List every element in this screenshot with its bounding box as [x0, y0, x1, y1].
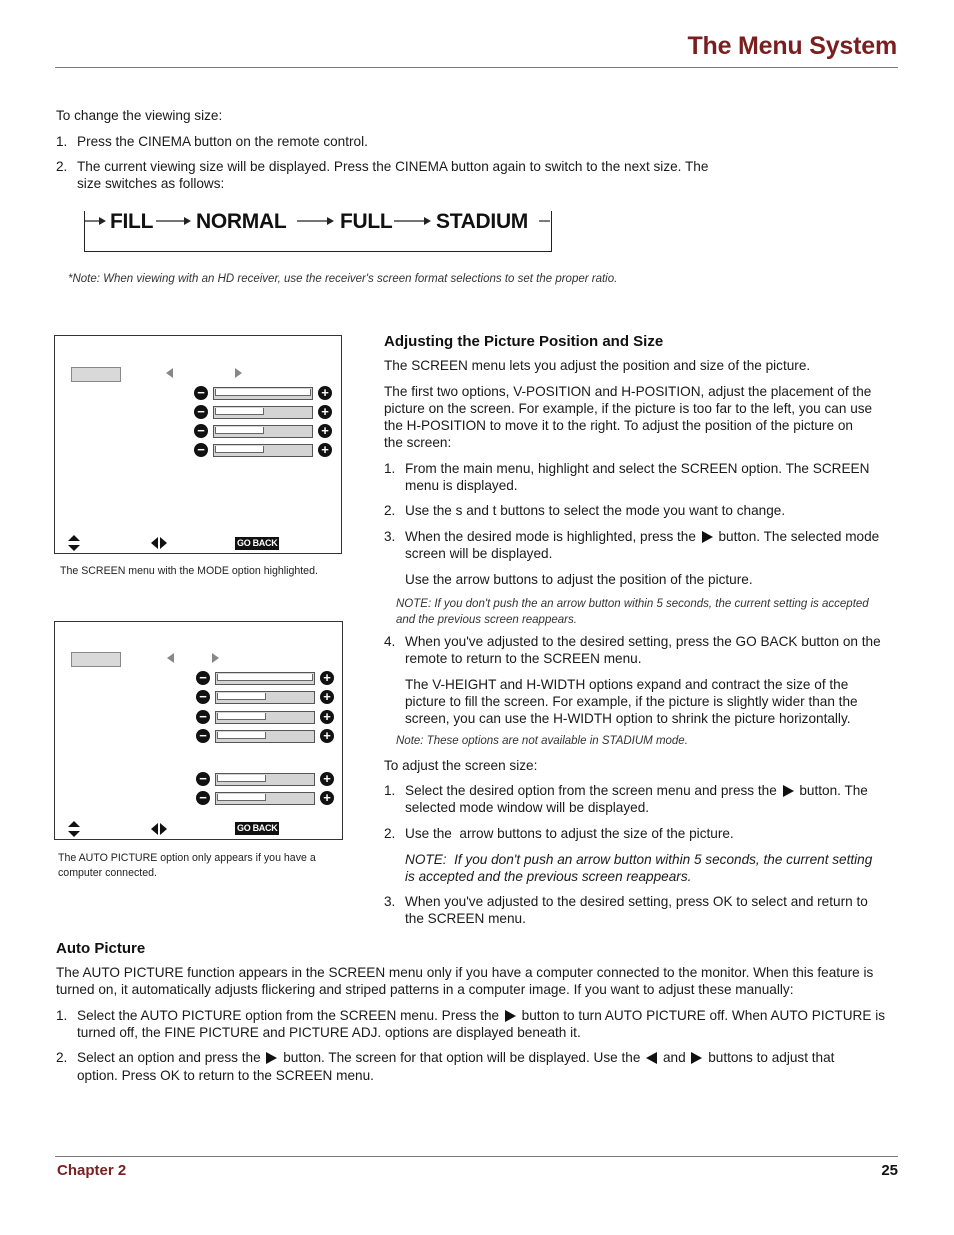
step-text-line: size switches as follows:: [77, 176, 225, 191]
slider-bar: [213, 406, 313, 419]
adjust-step-4-line: When you've adjusted to the desired setting, press the GO BACK button on the: [405, 634, 881, 649]
auto-heading: Auto Picture: [56, 940, 146, 957]
slider-bar: [215, 730, 315, 743]
plus-icon: +: [320, 671, 334, 685]
step-text: Press the CINEMA button on the remote control.: [77, 134, 368, 149]
arrow-left-icon: [167, 653, 174, 663]
adjust-step-3-line: Use the arrow buttons to adjust the position of the picture.: [405, 572, 753, 587]
minus-icon: −: [194, 424, 208, 438]
left-arrow-icon: [646, 1052, 657, 1064]
size-step-1-line: [405, 782, 868, 799]
up-down-arrows-icon: [68, 821, 80, 837]
plus-icon: +: [318, 405, 332, 419]
adjust-step-1-line: From the main menu, highlight and select the SCREEN option. The SCREEN: [405, 461, 870, 476]
mode-highlight: [71, 652, 121, 667]
auto-step-2-num: 2.: [56, 1050, 68, 1065]
step-number: 1.: [56, 134, 68, 149]
auto-step-1-text-a: Select the AUTO PICTURE option from the SCREEN menu. Press the: [77, 1008, 500, 1023]
auto-step-2-text-d: buttons to adjust that: [708, 1050, 835, 1065]
adjust-step-3-text-b: button. The selected mode: [718, 529, 880, 544]
auto-step-1-text-b: button to turn AUTO PICTURE off. When AUTO PICTURE is: [521, 1008, 886, 1023]
auto-para-line: turned on, it automatically adjusts flickering and striped patterns in a computer image. If you want to adjust these manually:: [56, 982, 794, 997]
slider-bar: [215, 672, 315, 685]
flow-stadium: STADIUM: [436, 210, 529, 233]
right-arrow-icon: [266, 1052, 277, 1064]
auto-step-1-line: turned off, the FINE PICTURE and PICTURE ADJ. options are displayed beneath it.: [77, 1025, 581, 1040]
size-step-1-num: 1.: [384, 783, 396, 798]
header-rule: [55, 67, 898, 68]
adjust-step-2-text: Use the s and t buttons to select the mode you want to change.: [405, 503, 786, 518]
adjust-step-3-line: [405, 528, 879, 545]
adjust-step-1-num: 1.: [384, 461, 396, 476]
slider-bar: [215, 691, 315, 704]
size-step-1-line: selected mode window will be displayed.: [405, 800, 650, 815]
auto-step-2-text-c: and: [662, 1050, 686, 1065]
size-note-line: NOTE: If you don't push an arrow button within 5 seconds, the current setting: [405, 852, 873, 867]
slider-bar: [213, 387, 313, 400]
slider-bar: [215, 792, 315, 805]
minus-icon: −: [196, 671, 210, 685]
arrow-right-icon: [235, 368, 242, 378]
intro-lead: To change the viewing size:: [56, 108, 223, 123]
plus-icon: +: [320, 772, 334, 786]
figure-1-caption: The SCREEN menu with the MODE option highlighted.: [60, 565, 318, 577]
up-down-arrows-icon: [68, 535, 80, 551]
minus-icon: −: [194, 386, 208, 400]
slider-bar: [215, 711, 315, 724]
adjust-heading: Adjusting the Picture Position and Size: [384, 333, 664, 350]
size-step-1-text-a: Select the desired option from the screen menu and press the: [405, 783, 777, 798]
screen-menu-figure-2: [54, 621, 343, 840]
hd-note: *Note: When viewing with an HD receiver, use the receiver's screen format selections to set the proper ratio.: [68, 273, 618, 285]
size-note-line: is accepted and the previous screen reappears.: [405, 869, 692, 884]
adjust-step-4-para-line: picture to fill the screen. For example, if the picture is slightly wider than the: [405, 694, 858, 709]
adjust-note-1-line: NOTE: If you don't push the an arrow button within 5 seconds, the current setting is accepted: [396, 598, 869, 610]
adjust-step-4-num: 4.: [384, 634, 396, 649]
screen-menu-figure-1: [54, 335, 342, 554]
adjust-step-1-line: menu is displayed.: [405, 478, 518, 493]
left-right-arrows-icon: [151, 537, 167, 549]
size-step-3-line: the SCREEN menu.: [405, 911, 526, 926]
left-right-arrows-icon: [151, 823, 167, 835]
adjust-step-4-para-line: screen, you can use the H-WIDTH option to shrink the picture horizontally.: [405, 711, 851, 726]
size-step-3-line: When you've adjusted to the desired setting, press OK to select and return to: [405, 894, 868, 909]
go-back-label: GO BACK: [237, 823, 278, 833]
adjust-p2-line: picture on the screen. For example, if the picture is too far to the left, you can use: [384, 401, 873, 416]
auto-para-line: The AUTO PICTURE function appears in the SCREEN menu only if you have a computer connected to the monitor. When this feature is: [56, 965, 874, 980]
adjust-p2-line: the H-POSITION to move it to the right. To adjust the position of the picture on: [384, 418, 853, 433]
adjust-note-1-line: and the previous screen reappears.: [396, 614, 577, 626]
step-text-line: The current viewing size will be displayed. Press the CINEMA button again to switch to the next size. The: [77, 159, 709, 174]
auto-step-1-line: [77, 1007, 885, 1024]
size-lead: To adjust the screen size:: [384, 758, 538, 773]
minus-icon: −: [194, 443, 208, 457]
step-number: 2.: [56, 159, 68, 174]
auto-step-2-line: [77, 1049, 834, 1066]
intro-step-2: [56, 158, 709, 191]
size-step-2-num: 2.: [384, 826, 396, 841]
flow-fill: FILL: [110, 210, 154, 233]
adjust-step-3-num: 3.: [384, 529, 396, 544]
arrow-right-icon: [212, 653, 219, 663]
size-step-2-text: Use the arrow buttons to adjust the size of the picture.: [405, 826, 734, 841]
plus-icon: +: [318, 386, 332, 400]
plus-icon: +: [320, 729, 334, 743]
slider-bar: [215, 773, 315, 786]
figure-2-caption-line: The AUTO PICTURE option only appears if you have a: [58, 852, 316, 864]
auto-step-1-num: 1.: [56, 1008, 68, 1023]
minus-icon: −: [196, 772, 210, 786]
adjust-step-4-line: remote to return to the SCREEN menu.: [405, 651, 642, 666]
minus-icon: −: [194, 405, 208, 419]
plus-icon: +: [320, 690, 334, 704]
size-step-1-text-b: button. The: [799, 783, 868, 798]
auto-step-2-text-b: button. The screen for that option will be displayed. Use the: [283, 1050, 641, 1065]
slider-bar: [213, 444, 313, 457]
slider-bar: [213, 425, 313, 438]
right-arrow-icon: [691, 1052, 702, 1064]
adjust-p2-line: the screen:: [384, 435, 452, 450]
minus-icon: −: [196, 690, 210, 704]
adjust-note-2: Note: These options are not available in STADIUM mode.: [396, 735, 688, 747]
adjust-step-3-line: screen will be displayed.: [405, 546, 553, 561]
plus-icon: +: [320, 710, 334, 724]
arrow-left-icon: [166, 368, 173, 378]
adjust-step-4-para-line: The V-HEIGHT and H-WIDTH options expand and contract the size of the: [405, 677, 849, 692]
mode-highlight: [71, 367, 121, 382]
minus-icon: −: [196, 791, 210, 805]
size-step-3-num: 3.: [384, 894, 396, 909]
auto-step-2-line: option. Press OK to return to the SCREEN menu.: [77, 1068, 374, 1083]
flow-full: FULL: [340, 210, 393, 233]
adjust-step-3-text-a: When the desired mode is highlighted, press the: [405, 529, 696, 544]
plus-icon: +: [318, 424, 332, 438]
auto-step-2-text-a: Select an option and press the: [77, 1050, 261, 1065]
flow-normal: NORMAL: [196, 210, 287, 233]
go-back-label: GO BACK: [237, 538, 278, 548]
minus-icon: −: [196, 710, 210, 724]
plus-icon: +: [320, 791, 334, 805]
right-arrow-icon: [702, 531, 713, 543]
adjust-p1: The SCREEN menu lets you adjust the position and size of the picture.: [384, 358, 811, 373]
minus-icon: −: [196, 729, 210, 743]
page-title: The Menu System: [687, 32, 897, 60]
footer-chapter: Chapter 2: [57, 1162, 127, 1179]
right-arrow-icon: [505, 1010, 516, 1022]
adjust-step-2-num: 2.: [384, 503, 396, 518]
adjust-p2-line: The first two options, V-POSITION and H-POSITION, adjust the placement of the: [384, 384, 872, 399]
footer-rule: [55, 1156, 898, 1157]
figure-2-caption-line: computer connected.: [58, 867, 157, 879]
plus-icon: +: [318, 443, 332, 457]
right-arrow-icon: [783, 785, 794, 797]
intro-step-1: [56, 133, 368, 150]
page-number: 25: [881, 1162, 898, 1179]
